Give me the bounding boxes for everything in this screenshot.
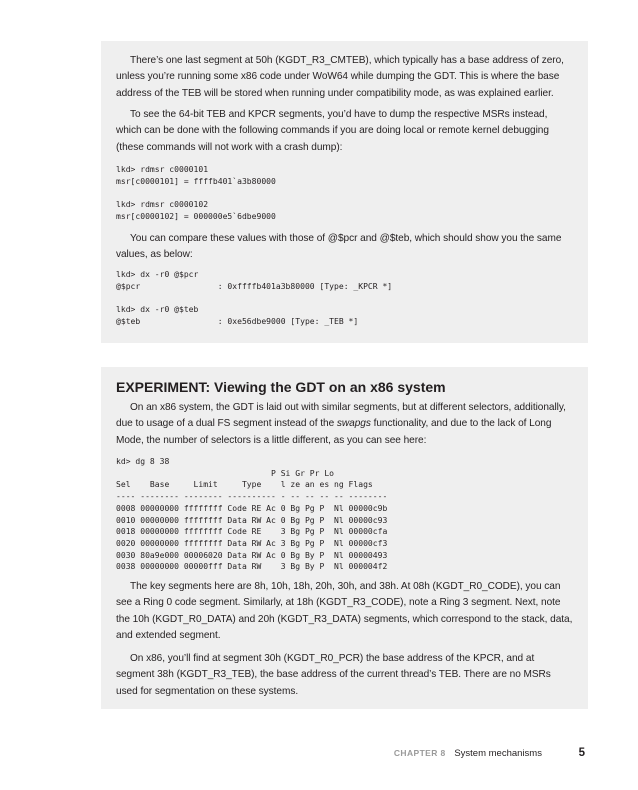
page-footer bbox=[394, 746, 585, 761]
code-rdmsr: lkd> rdmsr c0000101 msr[c0000101] = ffffb401`a3b80000 lkd> rdmsr c0000102 msr[c0000102] = 000000e5`6dbe9000 bbox=[116, 165, 276, 221]
swapgs-term: swapgs bbox=[336, 418, 371, 430]
page-number: 5 bbox=[578, 747, 585, 759]
chapter-label: CHAPTER 8 bbox=[393, 748, 446, 758]
experiment-heading: EXPERIMENT: Viewing the GDT on an x86 system bbox=[116, 379, 446, 395]
paragraph-x86-gdt-end: functionality, and due to the lack of Long Mode, the number of selectors is a little different, as you can see here: bbox=[116, 418, 552, 446]
paragraph-cmteb: There’s one last segment at 50h (KGDT_R3_CMTEB), which typically has a base address of zero, unless you’re running some x86 code under WoW64 while dumping the GDT. This is where the base address of the TEB will be stored when running under compatibility mode, as was explained earlier. bbox=[116, 55, 564, 99]
paragraph-compare: You can compare these values with those of @$pcr and @$teb, which should show you the same values, as below: bbox=[116, 233, 562, 261]
experiment-panel bbox=[101, 367, 588, 709]
paragraph-x86-gdt bbox=[116, 400, 573, 449]
paragraph-x86-kpcr: On x86, you’ll find at segment 30h (KGDT_R0_PCR) the base address of the KPCR, and at segment 38h (KGDT_R3_TEB), the base address of the current thread’s TEB. There are no MSRs used for segmentation on these systems. bbox=[116, 653, 551, 697]
paragraph-x86-gdt-start: On an x86 system, the GDT is laid out with similar segments, but at different selectors, additionally, due to usage of a dual FS segment instead of the bbox=[116, 402, 566, 430]
paragraph-msr-intro: To see the 64-bit TEB and KPCR segments, you’d have to dump the respective MSRs instead, which can be done with the following commands if you are doing local or remote kernel debugging (these commands will not work with a crash dump): bbox=[116, 109, 549, 153]
paragraph-key-segments: The key segments here are 8h, 10h, 18h, 20h, 30h, and 38h. At 08h (KGDT_R0_CODE), you can see a Ring 0 code segment. Similarly, at 18h (KGDT_R3_CODE), note a Ring 3 segment. Next, note the 10h (KGDT_R0_DATA) and 20h (KGDT_R3_DATA) segments, which correspond to the stack, data, and extended segment. bbox=[116, 581, 573, 642]
code-dg: kd> dg 8 38 P Si Gr Pr Lo Sel Base Limit Type l ze an es ng Flags ---- -------- -------- ---------- - -- -- -- -- -------- 0008 00000000 ffffffff Code RE Ac 0 Bg Pg P Nl 00000c9b 0010 00000000 ffffffff Data RW Ac 0 Bg Pg P Nl 00000c93 0018 00000000 ffffffff Code RE 3 Bg Pg P Nl 00000cfa 0020 00000000 ffffffff Data RW Ac 3 Bg Pg P Nl 00000cf3 0030 80a9e000 00006020 Data RW Ac 0 Bg By P Nl 00000493 0038 00000000 00000fff Data RW 3 Bg By P Nl 000004f2 bbox=[116, 457, 388, 572]
code-dx: lkd> dx -r0 @$pcr @$pcr : 0xffffb401a3b80000 [Type: _KPCR *] lkd> dx -r0 @$teb @$teb : 0xe56dbe9000 [Type: _TEB *] bbox=[116, 270, 393, 326]
chapter-title: System mechanisms bbox=[454, 748, 542, 759]
text-panel-1 bbox=[101, 41, 588, 343]
